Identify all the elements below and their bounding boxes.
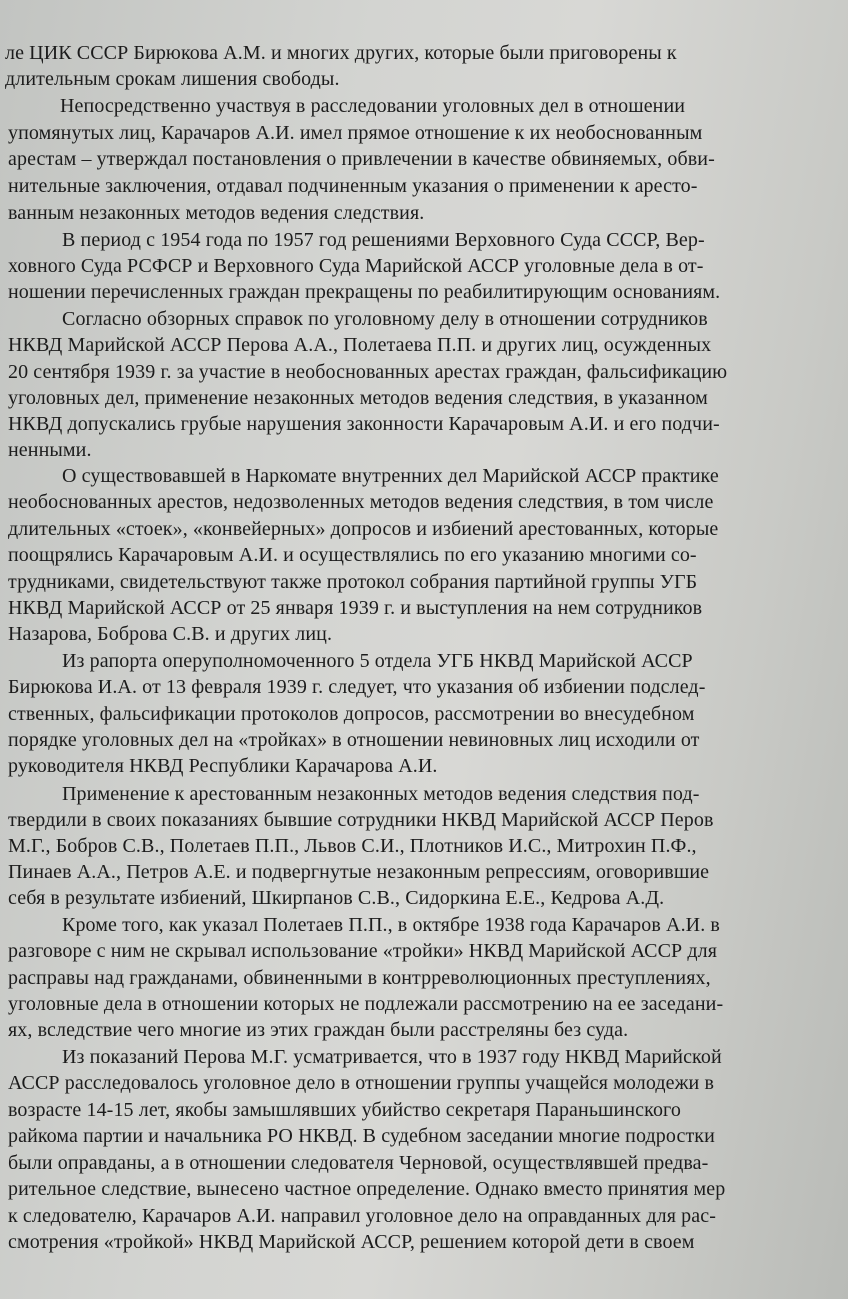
text-line: ненными. — [8, 439, 92, 461]
text-line: АССР расследовалось уголовное дело в отношении группы учащейся молодежи в — [8, 1072, 714, 1094]
text-line: упомянутых лиц, Карачаров А.И. имел прямое отношение к их необоснованным — [8, 122, 703, 144]
text-line: возрасте 14-15 лет, якобы замышлявших убийство секретаря Параньшинского — [8, 1099, 681, 1121]
text-line: райкома партии и начальника РО НКВД. В судебном заседании многие подростки — [8, 1125, 715, 1147]
text-line: М.Г., Бобров С.В., Полетаев П.П., Львов С.И., Плотников И.С., Митрохин П.Ф., — [8, 835, 697, 857]
text-line: ле ЦИК СССР Бирюкова А.М. и многих других, которые были приговорены к — [5, 42, 677, 64]
text-line: Из показаний Перова М.Г. усматривается, что в 1937 году НКВД Марийской — [62, 1046, 722, 1068]
text-line: к следователю, Карачаров А.И. направил уголовное дело на оправданных для рас- — [8, 1205, 716, 1227]
text-line: твердили в своих показаниях бывшие сотрудники НКВД Марийской АССР Перов — [8, 809, 714, 831]
text-line: длительных «стоек», «конвейерных» допросов и избиений арестованных, которые — [8, 518, 719, 540]
text-line: необоснованных арестов, недозволенных методов ведения следствия, в том числе — [8, 491, 714, 513]
text-line: В период с 1954 года по 1957 год решениями Верховного Суда СССР, Вер- — [62, 229, 705, 251]
text-line: Согласно обзорных справок по уголовному делу в отношении сотрудников — [62, 308, 708, 330]
text-line: себя в результате избиений, Шкирпанов С.В., Сидоркина Е.Е., Кедрова А.Д. — [8, 887, 665, 909]
text-line: НКВД Марийской АССР от 25 января 1939 г. и выступления на нем сотрудников — [8, 597, 703, 619]
text-line: уголовные дела в отношении которых не подлежали рассмотрению на ее заседани- — [8, 993, 724, 1015]
text-line: Назарова, Боброва С.В. и других лиц. — [8, 623, 333, 645]
text-line: руководителя НКВД Республики Карачарова А.И. — [8, 755, 438, 777]
text-line: разговоре с ним не скрывал использование «тройки» НКВД Марийской АССР для — [8, 940, 718, 962]
text-line: уголовных дел, применение незаконных методов ведения следствия, в указанном — [8, 387, 708, 409]
text-line: порядке уголовных дел на «тройках» в отношении невиновных лиц исходили от — [8, 729, 700, 751]
text-line: ственных, фальсификации протоколов допросов, рассмотрении во внесудебном — [8, 703, 695, 725]
text-line: ношении перечисленных граждан прекращены по реабилитирующим основаниям. — [8, 281, 721, 303]
text-line: поощрялись Карачаровым А.И. и осуществлялись по его указанию многими со- — [8, 544, 697, 566]
text-line: Применение к арестованным незаконных методов ведения следствия под- — [62, 783, 700, 805]
text-line: О существовавшей в Наркомате внутренних дел Марийской АССР практике — [62, 465, 719, 487]
text-line: ях, вследствие чего многие из этих граждан были расстреляны без суда. — [8, 1019, 629, 1041]
text-line: арестам – утверждал постановления о привлечении в качестве обвиняемых, обви- — [8, 148, 715, 170]
text-line: НКВД допускались грубые нарушения законности Карачаровым А.И. и его подчи- — [8, 413, 720, 435]
text-line: рительное следствие, вынесено частное определение. Однако вместо принятия мер — [8, 1178, 726, 1200]
text-line: нительные заключения, отдавал подчиненным указания о применении к аресто- — [8, 175, 698, 197]
text-line: трудниками, свидетельствуют также протокол собрания партийной группы УГБ — [8, 571, 698, 593]
text-line: НКВД Марийской АССР Перова А.А., Полетаева П.П. и других лиц, осужденных — [8, 334, 712, 356]
text-line: 20 сентября 1939 г. за участие в необоснованных арестах граждан, фальсификацию — [8, 361, 728, 383]
text-line: смотрения «тройкой» НКВД Марийской АССР, решением которой дети в своем — [8, 1231, 695, 1253]
text-line: расправы над гражданами, обвиненными в контрреволюционных преступлениях, — [8, 967, 711, 989]
text-line: были оправданы, а в отношении следователя Черновой, осуществлявшей предва- — [8, 1152, 709, 1174]
text-line: Кроме того, как указал Полетаев П.П., в октябре 1938 года Карачаров А.И. в — [62, 914, 720, 936]
text-line: ванным незаконных методов ведения следствия. — [8, 202, 425, 224]
text-line: Из рапорта оперуполномоченного 5 отдела УГБ НКВД Марийской АССР — [62, 650, 693, 672]
text-line: Непосредственно участвуя в расследовании уголовных дел в отношении — [60, 95, 686, 117]
text-line: длительным срокам лишения свободы. — [5, 68, 340, 90]
text-line: ховного Суда РСФСР и Верховного Суда Марийской АССР уголовные дела в от- — [8, 255, 704, 277]
text-line: Бирюкова И.А. от 13 февраля 1939 г. следует, что указания об избиении подслед- — [8, 676, 706, 698]
text-line: Пинаев А.А., Петров А.Е. и подвергнутые незаконным репрессиям, оговорившие — [8, 861, 710, 883]
